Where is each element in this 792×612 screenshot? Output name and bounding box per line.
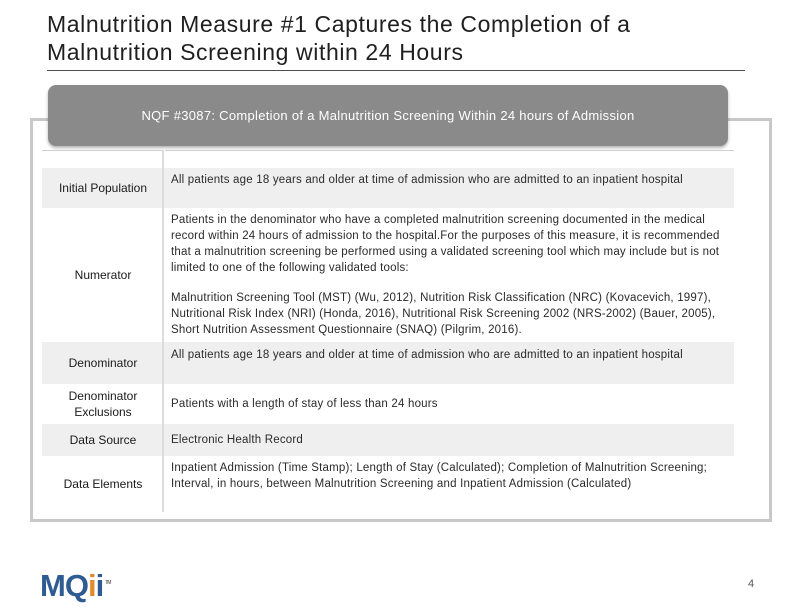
row-label-data-source: Data Source	[69, 433, 137, 447]
table-row-denominator-exclusions	[42, 384, 734, 424]
row-value-data-source: Electronic Health Record	[171, 434, 303, 446]
logo-letter-i-blue: i	[95, 568, 104, 603]
row-value-data-elements: Inpatient Admission (Time Stamp); Length of Stay (Calculated); Completion of Malnutrition Screening; Interval, in hours, between Malnutrition Screening and Inpatient Admission (Calculated)	[171, 462, 708, 490]
title-divider	[47, 70, 745, 71]
table-top-rule-right	[165, 150, 734, 151]
row-value-initial-population: All patients age 18 years and older at time of admission who are admitted to an inpatient hospital	[171, 174, 683, 186]
measure-banner	[48, 85, 728, 146]
table-row-data-elements	[42, 456, 734, 512]
banner-text: NQF #3087: Completion of a Malnutrition Screening Within 24 hours of Admission	[141, 108, 635, 123]
row-value-denominator: All patients age 18 years and older at time of admission who are admitted to an inpatient hospital	[171, 349, 683, 361]
logo-letter-m: M	[40, 568, 65, 603]
logo-letter-i-orange: i	[87, 568, 96, 603]
table-row-data-source	[42, 424, 734, 456]
row-label-initial-population: Initial Population	[58, 181, 148, 195]
row-label-denominator: Denominator	[68, 356, 138, 370]
table-row-numerator	[42, 208, 734, 342]
mqii-logo	[40, 566, 110, 603]
row-label-data-elements: Data Elements	[63, 477, 143, 491]
column-divider	[162, 150, 164, 512]
page-title: Malnutrition Measure #1 Captures the Completion of a Malnutrition Screening within 24 Hours	[47, 11, 631, 65]
row-value-numerator-tools: Malnutrition Screening Tool (MST) (Wu, 2012), Nutrition Risk Classification (NRC) (Kovacevich, 1997), Nutritional Risk Index (NRI) (Honda, 2016), Nutritional Risk Screening 2002 (NRS-2002) (Bauer, 2005), Short Nutrition Assessment Questionnaire (SNAQ) (Pilgrim, 2016).	[171, 292, 716, 336]
logo-trademark: TM	[105, 580, 111, 586]
page-number: 4	[748, 578, 755, 590]
row-label-denominator-exclusions: Denominator Exclusions	[68, 389, 138, 419]
row-label-numerator: Numerator	[74, 268, 132, 282]
row-value-numerator: Patients in the denominator who have a completed malnutrition screening documented in the medical record within 24 hours of admission to the hospital.For the purposes of this measure, it is recommended that a malnutrition screening be performed using a validated screening tool which may include but is not limited to one of the following validated tools:	[171, 214, 720, 274]
row-value-denominator-exclusions: Patients with a length of stay of less than 24 hours	[171, 398, 438, 410]
table-row-denominator	[42, 342, 734, 384]
table-top-rule	[42, 150, 162, 151]
logo-letter-q: Q	[64, 568, 88, 603]
table-row-initial-population	[42, 168, 734, 208]
